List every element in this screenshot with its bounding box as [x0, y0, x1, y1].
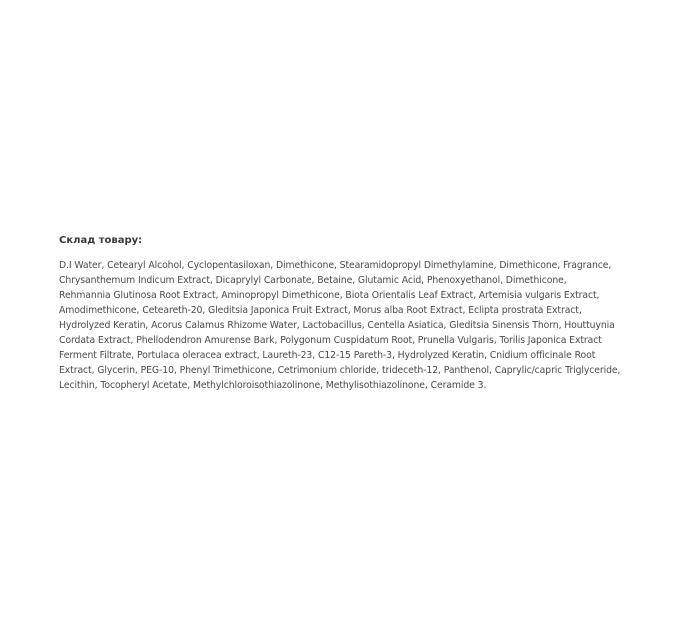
composition-heading: Склад товару:: [59, 235, 143, 246]
ingredients-list: D.I Water, Cetearyl Alcohol, Cyclopentasiloxan, Dimethicone, Stearamidopropyl Dimethylamine, Dimethicone, Fragrance, Chrysanthemum Indicum Extract, Dicaprylyl Carbonate, Betaine, Glutamic Acid, Phenoxyethanol, Dimethicone, Rehmannia Glutinosa Root Extract, Aminopropyl Dimethicone, Biota Orientalis Leaf Extract, Artemisia vulgaris Extract, Amodimethicone, Ceteareth-20, Gleditsia Japonica Fruit Extract, Morus alba Root Extract, Eclipta prostrata Extract, Hydrolyzed Keratin, Acorus Calamus Rhizome Water, Lactobacillus, Centella Asiatica, Gleditsia Sinensis Thorn, Houttuynia Cordata Extract, Phellodendron Amurense Bark, Polygonum Cuspidatum Root, Prunella Vulgaris, Torilis Japonica Extract Ferment Filtrate, Portulaca oleracea extract, Laureth-23, C12-15 Pareth-3, Hydrolyzed Keratin, Cnidium officinale Root Extract, Glycerin, PEG-10, Phenyl Trimethicone, Cetrimonium chloride, trideceth-12, Panthenol, Caprylic/capric Triglyceride, Lecithin, Tocopheryl Acetate, Methylchloroisothiazolinone, Methylisothiazolinone, Ceramide 3.: [59, 260, 621, 391]
composition-section: [59, 234, 621, 393]
